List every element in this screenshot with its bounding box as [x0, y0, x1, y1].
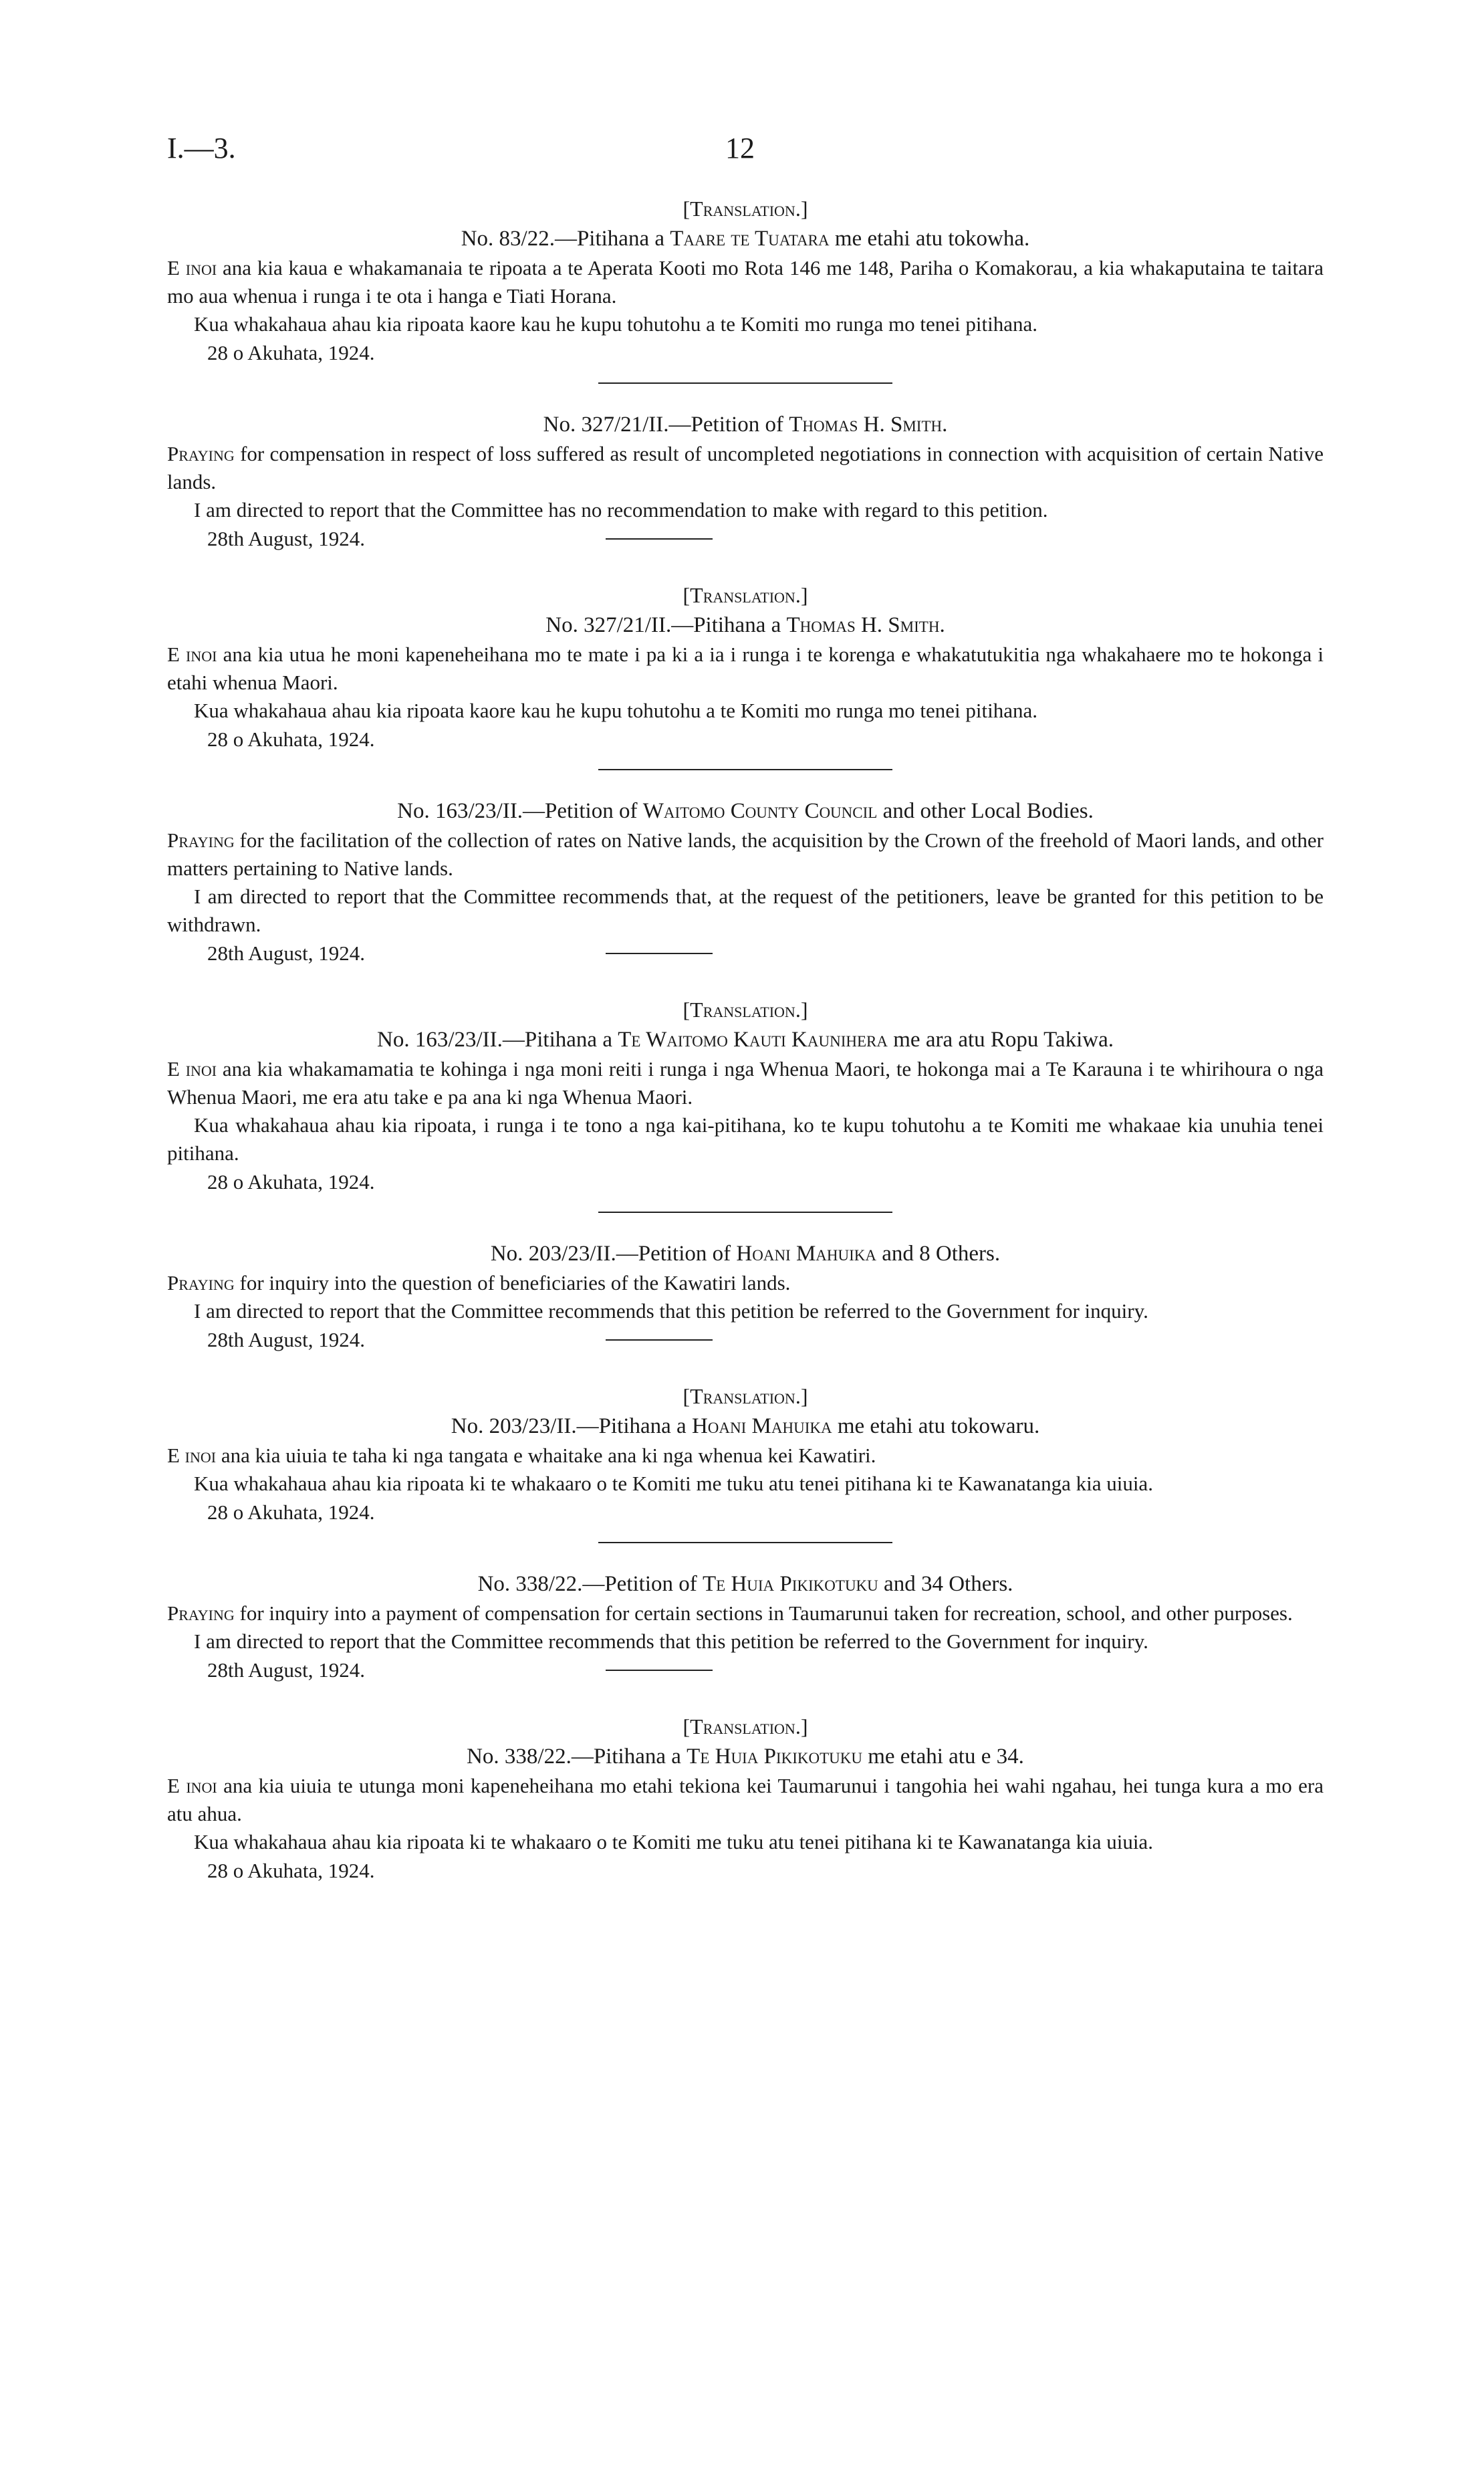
prayer-text: for compensation in respect of loss suffered as result of uncompleted negotiations in connection with acquisition of certain Native lands.: [167, 442, 1324, 493]
petition-163-23-translation: [167, 995, 1324, 1197]
prayer-text: ana kia whakamamatia te kohinga i nga moni reiti i runga i nga Whenua Maori, te hokonga mai a Te Karauna i te whirihoura o nga Whenua Maori, me era atu take e pa ana ki nga Whenua Maori.: [167, 1057, 1324, 1109]
prayer-text: for inquiry into a payment of compensation for certain sections in Taumarunui taken for recreation, school, and other purposes.: [234, 1601, 1293, 1625]
committee-report: I am directed to report that the Committee recommends that this petition be referred to the Government for inquiry.: [194, 1299, 1148, 1323]
petitioner-name: Hoani Mahuika: [736, 1242, 877, 1266]
prayer-text: ana kia kaua e whakamanaia te ripoata a te Aperata Kooti mo Rota 146 me 148, Pariha o Komakorau, a kia whakaputaina te taitara mo aua whenua i runga i te ota i hanga e Tiati Horana.: [167, 256, 1324, 308]
section-divider: [598, 769, 892, 770]
date-row: [167, 939, 1324, 968]
translation-label: [Translation.]: [683, 998, 808, 1022]
committee-report: Kua whakahaua ahau kia ripoata, i runga i te tono a nga kai-pitihana, ko te kupu tohutohu a te Komiti me whakaae kia unuhia tenei pitihana.: [167, 1113, 1324, 1165]
petition-prayer: [167, 1599, 1324, 1627]
heading-suffix: and 8 Others.: [876, 1242, 1001, 1266]
heading-suffix: me etahi atu tokowha.: [829, 227, 1030, 251]
committee-report: I am directed to report that the Committee recommends that, at the request of the petitioners, leave be granted for this petition to be withdrawn.: [167, 885, 1324, 936]
petition-83-22-translation: [167, 194, 1324, 368]
petition-prayer: [167, 1772, 1324, 1828]
petition-prayer: [167, 826, 1324, 883]
petition-prayer: [167, 1055, 1324, 1111]
committee-report: Kua whakahaua ahau kia ripoata kaore kau he kupu tohutohu a te Komiti mo runga mo tenei pitihana.: [194, 699, 1037, 722]
report-date: 28 o Akuhata, 1924.: [207, 727, 375, 751]
petitioner-name: Te Waitomo Kauti Kaunihera: [618, 1028, 888, 1052]
heading-number: No. 203/23/II.—Pitihana a: [451, 1414, 692, 1438]
short-divider: [606, 1670, 713, 1671]
heading-suffix: and other Local Bodies.: [877, 799, 1094, 823]
prayer-lead: E inoi: [167, 643, 217, 666]
petition-heading: [167, 223, 1324, 254]
prayer-lead: Praying: [167, 828, 235, 852]
page-header: [167, 131, 1317, 171]
prayer-lead: E inoi: [167, 1057, 217, 1081]
heading-suffix: me ara atu Ropu Takiwa.: [888, 1028, 1114, 1052]
heading-number: No. 83/22.—Pitihana a: [461, 227, 670, 251]
petition-338-22-english: [167, 1569, 1324, 1685]
petition-327-21-translation: [167, 580, 1324, 754]
prayer-lead: Praying: [167, 1271, 235, 1294]
petitioner-name: Waitomo County Council: [642, 799, 878, 823]
committee-report: I am directed to report that the Committee recommends that this petition be referred to the Government for inquiry.: [194, 1629, 1148, 1653]
report-date: 28th August, 1924.: [207, 1328, 365, 1351]
committee-report: Kua whakahaua ahau kia ripoata ki te whakaaro o te Komiti me tuku atu tenei pitihana ki te Kawanatanga kia uiuia.: [194, 1830, 1153, 1853]
heading-suffix: me etahi atu e 34.: [862, 1744, 1024, 1769]
short-divider: [606, 953, 713, 954]
heading-number: No. 338/22.—Petition of: [477, 1572, 703, 1596]
petition-heading: [167, 1024, 1324, 1055]
committee-report: Kua whakahaua ahau kia ripoata kaore kau he kupu tohutohu a te Komiti mo runga mo tenei pitihana.: [194, 312, 1037, 336]
heading-number: No. 327/21/II.—Pitihana a: [545, 613, 787, 637]
date-row: [167, 524, 1324, 554]
prayer-text: ana kia uiuia te taha ki nga tangata e whaitake ana ki nga whenua kei Kawatiri.: [216, 1444, 876, 1467]
petition-heading: [167, 1569, 1324, 1599]
page-number: 12: [725, 132, 755, 164]
heading-number: No. 338/22.—Pitihana a: [467, 1744, 687, 1769]
petition-heading: [167, 409, 1324, 440]
petitioner-name: Te Huia Pikikotuku: [702, 1572, 878, 1596]
prayer-lead: Praying: [167, 442, 235, 465]
petition-heading: [167, 1411, 1324, 1442]
report-date: 28 o Akuhata, 1924.: [207, 1859, 375, 1882]
petition-163-23-english: [167, 796, 1324, 968]
petition-prayer: [167, 1269, 1324, 1297]
short-divider: [606, 538, 713, 540]
translation-label: [Translation.]: [683, 197, 808, 221]
petition-327-21-english: [167, 409, 1324, 554]
report-date: 28th August, 1924.: [207, 941, 365, 965]
heading-suffix: .: [939, 613, 945, 637]
prayer-text: ana kia utua he moni kapeneheihana mo te mate i pa ki a ia i runga i te korenga e whakatutukitia nga whakahaere mo te hokonga i etahi whenua Maori.: [167, 643, 1324, 694]
petition-heading: [167, 796, 1324, 826]
date-row: [167, 1325, 1324, 1355]
report-date: 28th August, 1924.: [207, 527, 365, 550]
heading-suffix: me etahi atu tokowaru.: [832, 1414, 1040, 1438]
petition-heading: [167, 1238, 1324, 1269]
petition-203-23-translation: [167, 1381, 1324, 1527]
committee-report: Kua whakahaua ahau kia ripoata ki te whakaaro o te Komiti me tuku atu tenei pitihana ki te Kawanatanga kia uiuia.: [194, 1472, 1153, 1495]
translation-label: [Translation.]: [683, 1384, 808, 1408]
document-reference: I.—3.: [167, 132, 236, 164]
prayer-text: for inquiry into the question of beneficiaries of the Kawatiri lands.: [234, 1271, 791, 1294]
petitioner-name: Thomas H. Smith: [786, 613, 940, 637]
petition-prayer: [167, 440, 1324, 496]
petitioner-name: Te Huia Pikikotuku: [687, 1744, 862, 1769]
translation-label: [Translation.]: [683, 1714, 808, 1738]
petition-338-22-translation: [167, 1712, 1324, 1886]
section-divider: [598, 382, 892, 384]
prayer-lead: E inoi: [167, 1444, 217, 1467]
petition-prayer: [167, 254, 1324, 310]
date-row: [167, 1656, 1324, 1685]
petition-heading: [167, 1741, 1324, 1772]
prayer-lead: E inoi: [167, 1774, 217, 1797]
petition-prayer: [167, 1442, 1324, 1470]
heading-suffix: and 34 Others.: [878, 1572, 1013, 1596]
prayer-text: ana kia uiuia te utunga moni kapeneheihana mo etahi tekiona kei Taumarunui i tangohia hei wahi ngahau, hei tunga kura a mo era atu ahua.: [167, 1774, 1324, 1825]
petition-203-23-english: [167, 1238, 1324, 1355]
petitioner-name: Taare te Tuatara: [670, 227, 830, 251]
report-date: 28 o Akuhata, 1924.: [207, 1500, 375, 1524]
prayer-text: for the facilitation of the collection of rates on Native lands, the acquisition by the Crown of the freehold of Maori lands, and other matters pertaining to Native lands.: [167, 828, 1324, 880]
petitioner-name: Hoani Mahuika: [691, 1414, 832, 1438]
report-date: 28th August, 1924.: [207, 1658, 365, 1682]
heading-number: No. 327/21/II.—Petition of: [543, 413, 789, 437]
heading-number: No. 203/23/II.—Petition of: [490, 1242, 737, 1266]
prayer-lead: Praying: [167, 1601, 235, 1625]
section-divider: [598, 1212, 892, 1213]
petition-prayer: [167, 641, 1324, 697]
petitioner-name: Thomas H. Smith: [789, 413, 943, 437]
petition-heading: [167, 610, 1324, 641]
heading-number: No. 163/23/II.—Petition of: [397, 799, 643, 823]
prayer-lead: E inoi: [167, 256, 217, 279]
report-date: 28 o Akuhata, 1924.: [207, 341, 375, 364]
section-divider: [598, 1542, 892, 1543]
heading-suffix: .: [942, 413, 948, 437]
document-body: [167, 194, 1324, 1886]
committee-report: I am directed to report that the Committee has no recommendation to make with regard to this petition.: [194, 498, 1048, 522]
short-divider: [606, 1339, 713, 1341]
heading-number: No. 163/23/II.—Pitihana a: [377, 1028, 618, 1052]
report-date: 28 o Akuhata, 1924.: [207, 1170, 375, 1194]
translation-label: [Translation.]: [683, 583, 808, 607]
